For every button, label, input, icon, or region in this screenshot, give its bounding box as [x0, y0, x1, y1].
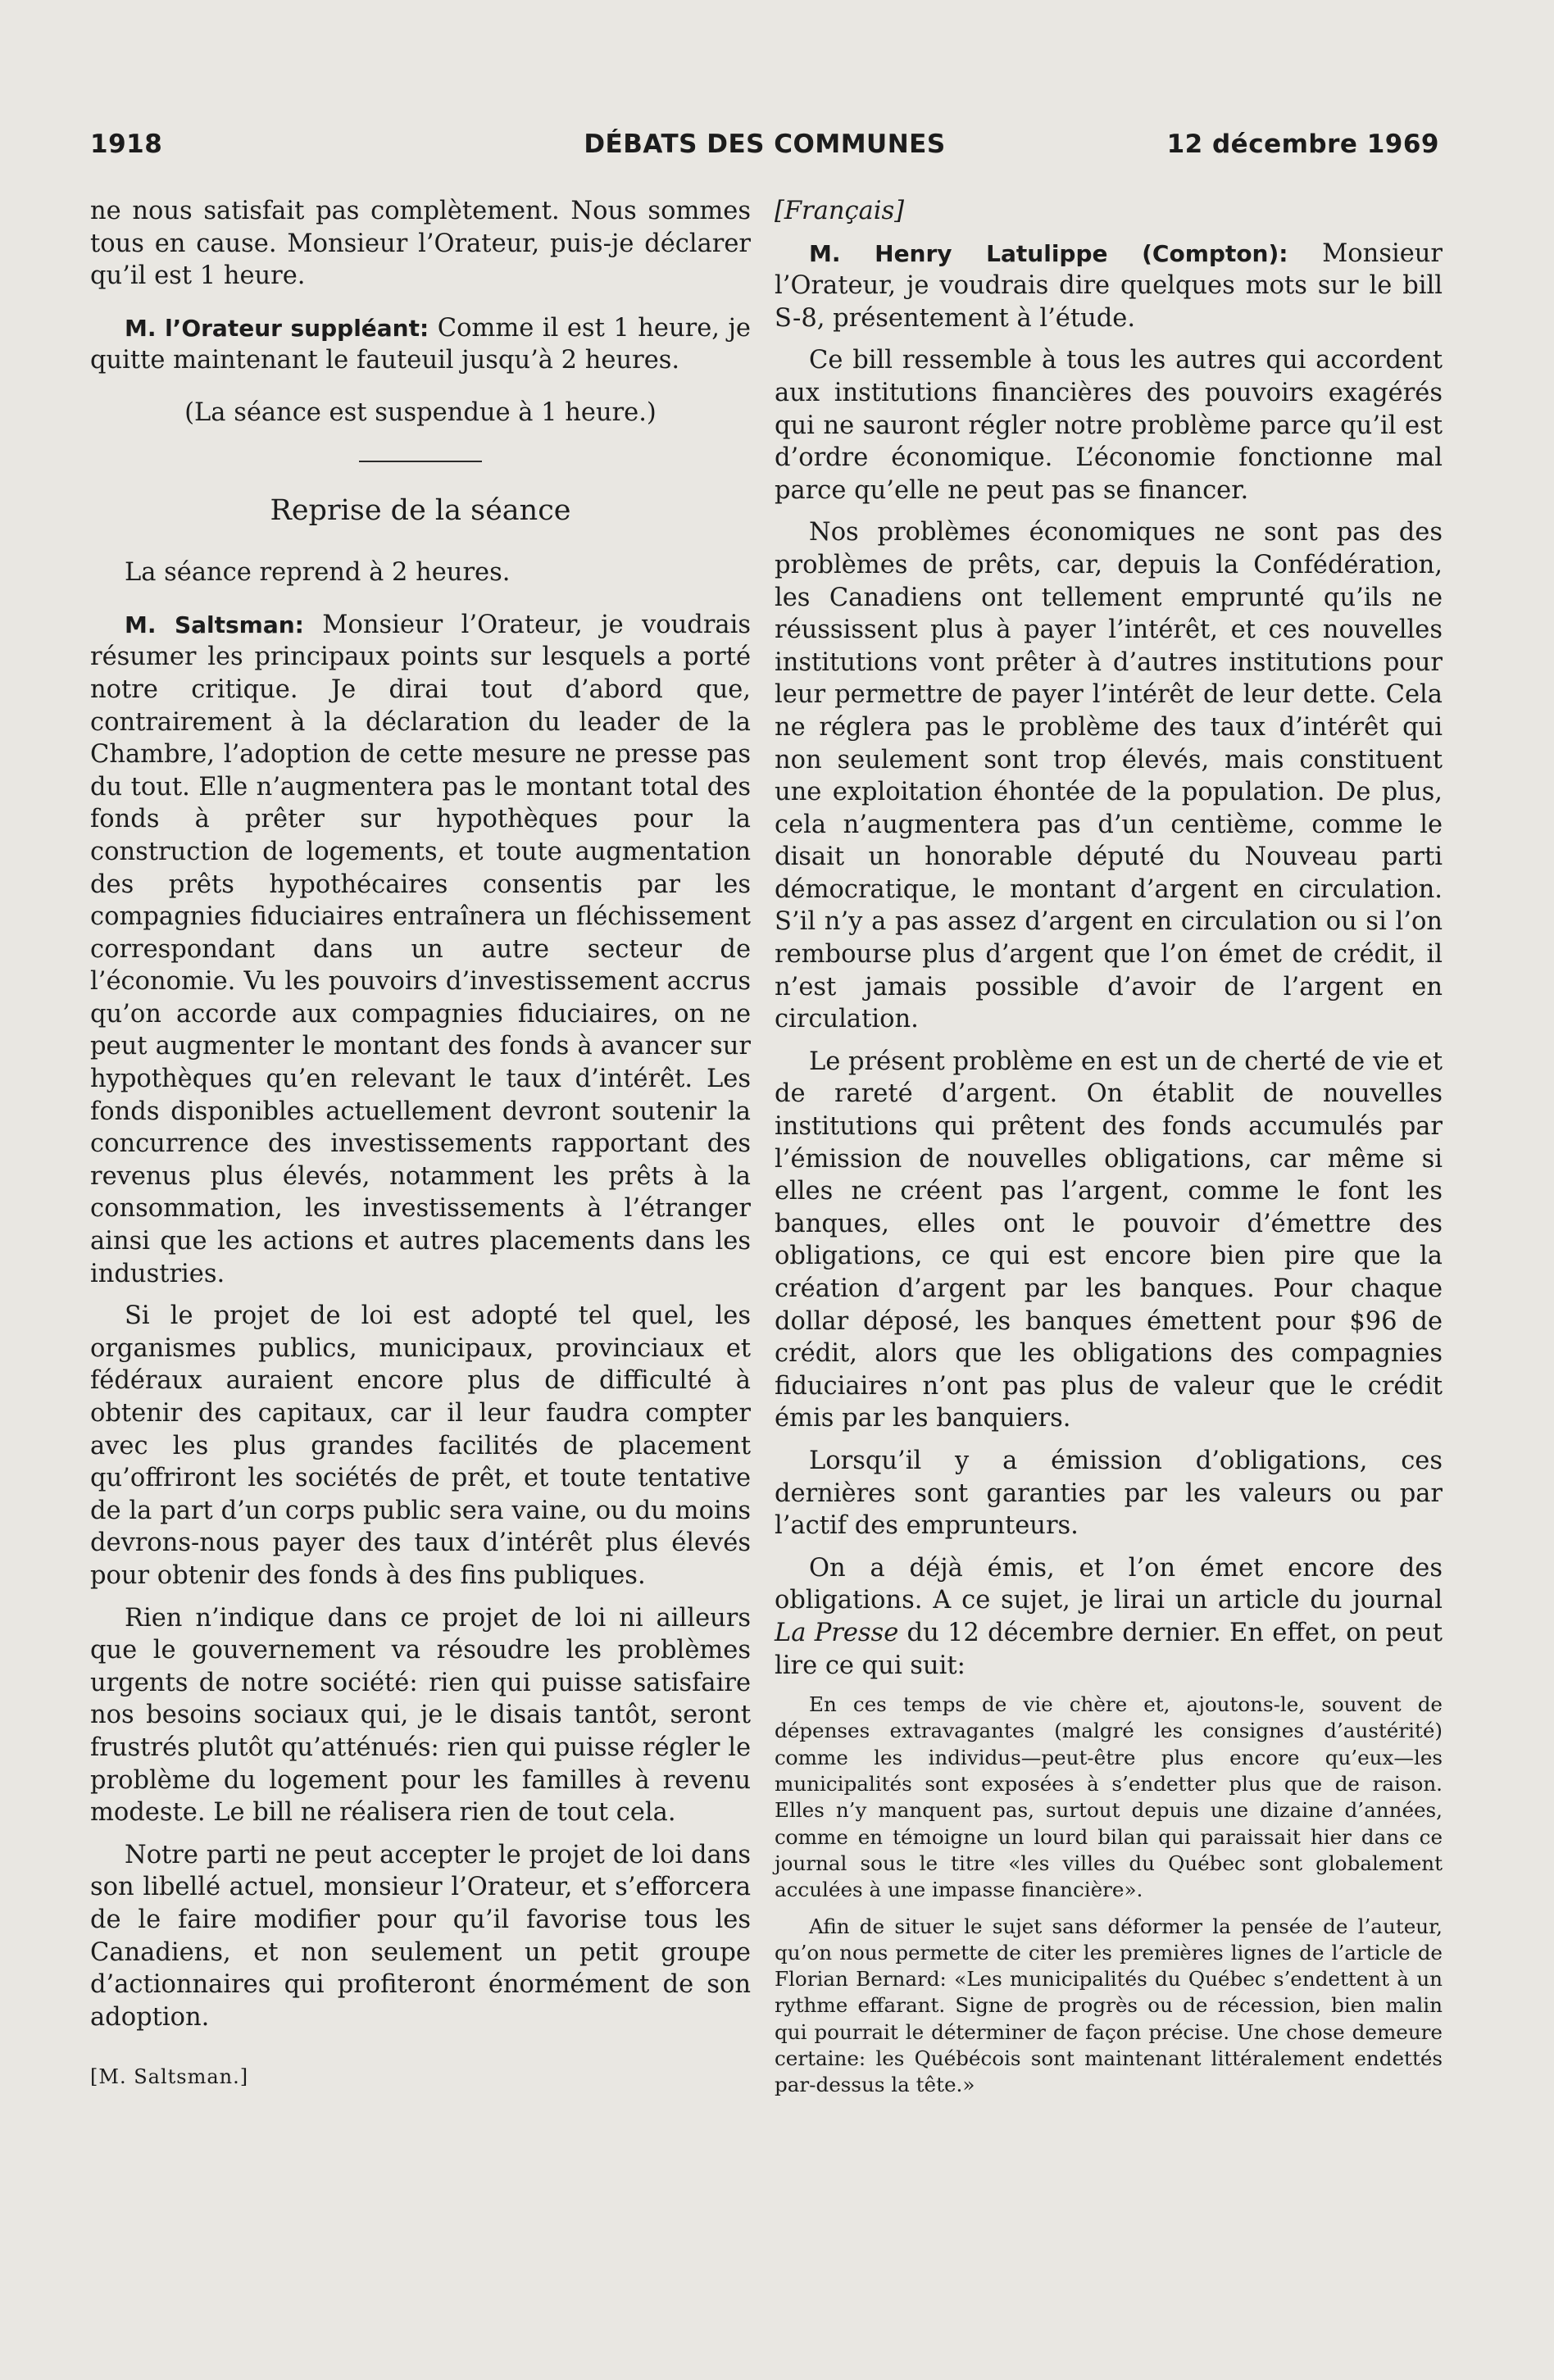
- session-note: (La séance est suspendue à 1 heure.): [184, 397, 657, 427]
- journal-title: DÉBATS DES COMMUNES: [584, 129, 946, 159]
- paragraph-text: On a déjà émis, et l’on émet encore des obligations. A ce sujet, je lirai un article du journal: [775, 1553, 1443, 1615]
- newspaper-title: La Presse: [775, 1618, 899, 1647]
- right-column: [775, 195, 1443, 2099]
- paragraph: Notre parti ne peut accepter le projet de loi dans son libellé actuel, monsieur l’Orateur, et s’efforcera de le faire modifier pour qu’il favorise tous les Canadiens, et non seulement un petit groupe d’actionnaires qui profiteront énormément de son adoption.: [90, 1840, 751, 2032]
- paragraph-text: du 12 décembre dernier. En effet, on peut lire ce qui suit:: [775, 1618, 1443, 1680]
- speech-text: Monsieur l’Orateur, je voudrais résumer les principaux points sur lesquels a porté notre critique. Je dirai tout d’abord que, contrairement à la déclaration du leader de la Chambre, l’adoption de cette mesure ne presse pas du tout. Elle n’augmentera pas le montant total des fonds à prêter sur hypothèques pour la construction de logements, et toute augmentation des prêts hypothécaires consentis par les compagnies fiduciaires entraînera un fléchissement correspondant dans un autre secteur de l’économie. Vu les pouvoirs d’investissement accrus qu’on accorde aux compagnies fiduciaires, on ne peut augmenter le montant des fonds à avancer sur hypothèques qu’en relevant le taux d’intérêt. Les fonds disponibles actuellement devront soutenir la concurrence des investissements rapportant des revenus plus élevés, notamment les prêts à la consommation, les investissements à l’étranger ainsi que les actions et autres placements dans les industries.: [90, 610, 751, 1288]
- quoted-passage: Afin de situer le sujet sans déformer la pensée de l’auteur, qu’on nous permette de citer les premières lignes de l’article de Florian Bernard: «Les municipalités du Québec s’endettent à un rythme effarant. Signe de progrès ou de récession, bien malin qui pourrait le déterminer de façon précise. Une chose demeure certaine: les Québécois sont maintenant littéralement endettés par-dessus la tête.»: [775, 1914, 1443, 2097]
- speaker-name: M. l’Orateur suppléant:: [125, 314, 429, 342]
- header-date: 12 décembre 1969: [1166, 129, 1439, 159]
- speech-paragraph: [90, 609, 751, 1290]
- paragraph: Ce bill ressemble à tous les autres qui accordent aux institutions financières des pouvoirs exagérés qui ne sauront régler notre problème parce qu’il est d’ordre économique. L’économie fonctionne mal parce qu’elle ne peut pas se financer.: [775, 346, 1443, 505]
- section-heading: Reprise de la séance: [270, 493, 571, 527]
- session-note: La séance reprend à 2 heures.: [125, 558, 511, 588]
- paragraph: Le présent problème en est un de cherté de vie et de rareté d’argent. On établit de nouvelles institutions qui prêtent des fonds accumulés par l’émission de nouvelles obligations, car même si elles ne créent pas l’argent, comme le font les banques, elles ont le pouvoir d’émettre des obligations, ce qui est encore bien pire que la création d’argent par les banques. Pour chaque dollar déposé, les banques émettent pour $96 de crédit, alors que les obligations des compagnies fiduciaires n’ont pas plus de valeur que le crédit émis par les banquiers.: [775, 1047, 1443, 1433]
- paragraph: ne nous satisfait pas complètement. Nous sommes tous en cause. Monsieur l’Orateur, puis-je déclarer qu’il est 1 heure.: [90, 197, 751, 291]
- page-header: [90, 129, 1439, 170]
- page-number: 1918: [90, 129, 163, 159]
- speech-text: Comme il est 1 heure, je quitte maintenant le fauteuil jusqu’à 2 heures.: [90, 313, 751, 375]
- speech-paragraph: [90, 312, 751, 377]
- left-column: [90, 195, 751, 2094]
- paragraph: Nos problèmes économiques ne sont pas des problèmes de prêts, car, depuis la Confédération, les Canadiens ont tellement emprunté qu’ils ne réussissent plus à payer l’intérêt, et ces nouvelles institutions vont prêter à d’autres institutions pour leur permettre de payer l’intérêt de leur dette. Cela ne réglera pas le problème des taux d’intérêt qui non seulement sont trop élevés, mais constituent une exploitation éhontée de la population. De plus, cela n’augmentera pas d’un centième, comme le disait un honorable député du Nouveau parti démocratique, le montant d’argent en circulation. S’il n’y a pas assez d’argent en circulation ou si l’on rembourse plus d’argent que l’on émet de crédit, il n’est jamais possible d’avoir de l’argent en circulation.: [775, 518, 1443, 1034]
- speaker-footer-tag: [M. Saltsman.]: [90, 2065, 249, 2089]
- language-tag: [Français]: [775, 197, 905, 225]
- speech-paragraph: [775, 238, 1443, 335]
- quoted-passage: En ces temps de vie chère et, ajoutons-le, souvent de dépenses extravagantes (malgré les consignes d’austérité) comme les individus—peut-être plus encore qu’eux—les municipalités sont exposées à s’endetter plus que de raison. Elles n’y manquent pas, surtout depuis une dizaine d’années, comme en témoigne un lourd bilan qui paraissait hier dans ce journal sous le titre «les villes du Québec sont globalement acculées à une impasse financière».: [775, 1692, 1443, 1902]
- speech-text: Monsieur l’Orateur, je voudrais dire quelques mots sur le bill S-8, présentement à l’étude.: [775, 238, 1443, 333]
- paragraph: [775, 1552, 1443, 1682]
- paragraph: Rien n’indique dans ce projet de loi ni ailleurs que le gouvernement va résoudre les problèmes urgents de notre société: rien qui puisse satisfaire nos besoins sociaux qui, je le disais tantôt, seront frustrés plutôt qu’atténués: rien qui puisse régler le problème du logement pour les familles à revenu modeste. Le bill ne réalisera rien de tout cela.: [90, 1603, 751, 1828]
- section-divider: [359, 461, 482, 462]
- paragraph: Lorsqu’il y a émission d’obligations, ces dernières sont garanties par les valeurs ou par l’actif des emprunteurs.: [775, 1446, 1443, 1541]
- speaker-name: M. Saltsman:: [125, 611, 304, 638]
- paragraph: Si le projet de loi est adopté tel quel, les organismes publics, municipaux, provinciaux et fédéraux auraient encore plus de difficulté à obtenir des capitaux, car il leur faudra compter avec les plus grandes facilités de placement qu’offriront les sociétés de prêt, et toute tentative de la part d’un corps public sera vaine, ou du moins devrons-nous payer des taux d’intérêt plus élevés pour obtenir des fonds à des fins publiques.: [90, 1301, 751, 1590]
- speaker-name: M. Henry Latulippe (Compton):: [809, 239, 1288, 267]
